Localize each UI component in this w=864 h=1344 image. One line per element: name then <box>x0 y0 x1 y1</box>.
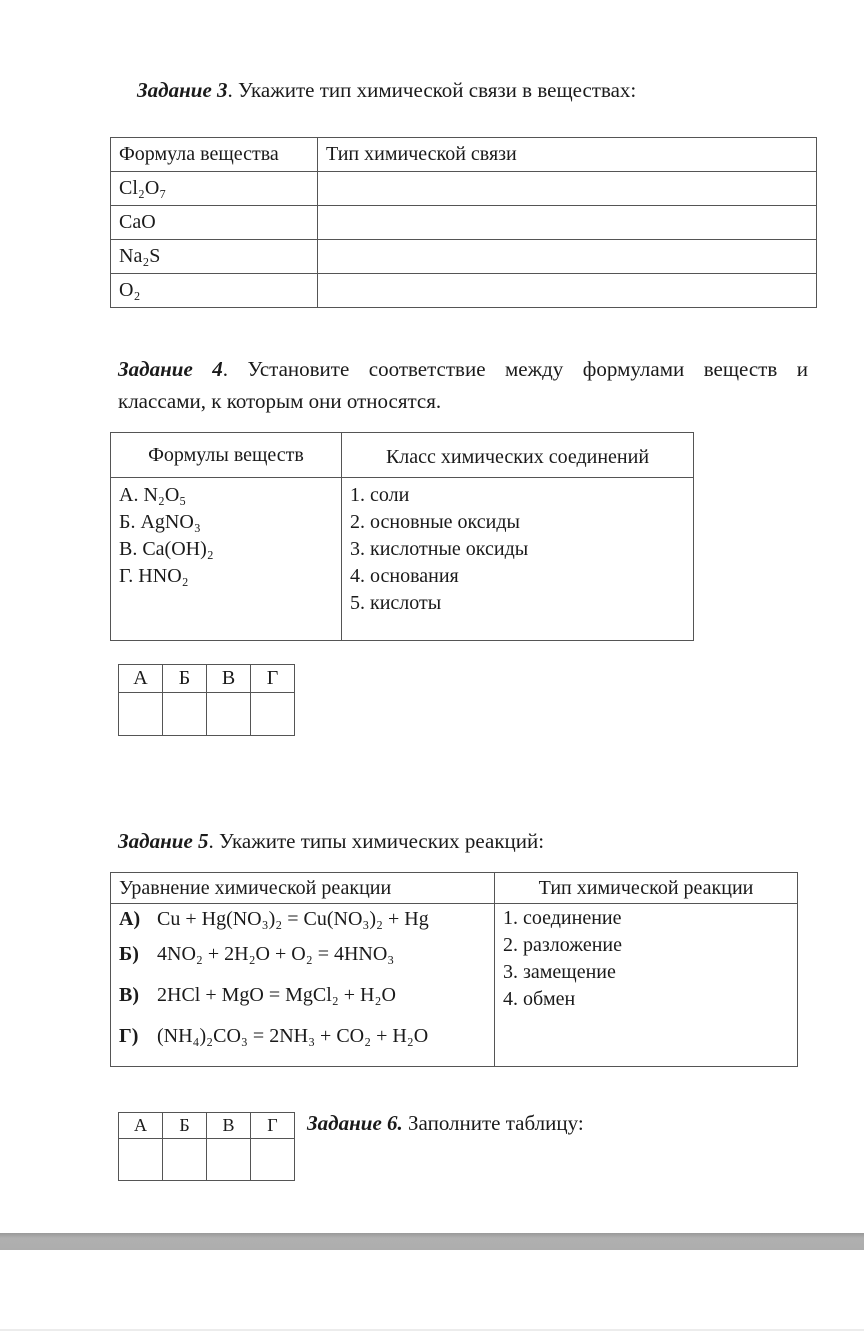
header-reaction-type: Тип химической реакции <box>495 873 798 904</box>
answer-cell[interactable] <box>251 693 295 736</box>
answer-header: Г <box>251 665 295 693</box>
classes-list: 1. соли 2. основные оксиды 3. кислотные оксиды 4. основания 5. кислоты <box>342 478 694 641</box>
answer-header: В <box>207 665 251 693</box>
task6-title: Задание 6. Заполните таблицу: <box>307 1111 584 1135</box>
answer-header: Б <box>163 665 207 693</box>
task3-table <box>110 137 817 308</box>
types-list: 1. соединение 2. разложение 3. замещение 4. обмен <box>495 904 798 1067</box>
answer-header: Г <box>251 1113 295 1139</box>
task5-table <box>110 872 798 1067</box>
formula-cell: Na₂S <box>111 240 318 274</box>
header-equation: Уравнение химической реакции <box>111 873 495 904</box>
formulas-list: А. N₂O₅ Б. AgNO₃ В. Ca(OH)₂ Г. HNO₂ <box>111 478 342 641</box>
page-edge <box>0 1329 864 1331</box>
task3-title: Задание 3. Укажите тип химической связи в веществах: <box>137 78 637 102</box>
answer-cell[interactable] <box>119 693 163 736</box>
answer-cell[interactable] <box>207 693 251 736</box>
answer-header: Б <box>163 1113 207 1139</box>
answer-cell[interactable] <box>318 240 817 274</box>
formula-cell: CaO <box>111 206 318 240</box>
answer-header: А <box>119 665 163 693</box>
answer-cell[interactable] <box>318 274 817 308</box>
equations-list: А) Cu + Hg(NO₃)₂ = Cu(NO₃)₂ + Hg Б) 4NO₂ + 2H₂O + O₂ = 4HNO₃ В) 2HCl + MgO = MgCl₂ + H₂O Г) (NH₄)₂CO₃ = 2NH₃ + CO₂ + H₂O <box>111 904 495 1067</box>
answer-cell[interactable] <box>207 1139 251 1181</box>
answer-cell[interactable] <box>119 1139 163 1181</box>
answer-cell[interactable] <box>251 1139 295 1181</box>
task5-title: Задание 5. Укажите типы химических реакций: <box>118 829 545 853</box>
task4-table <box>110 432 694 641</box>
page-separator <box>0 1233 864 1250</box>
header-formulas: Формулы веществ <box>111 433 342 478</box>
header-formula: Формула вещества <box>111 138 318 172</box>
task4-title: Задание 4. Установите соответствие между формулами веществ и <box>118 357 808 381</box>
task4-title-cont: классами, к которым они относятся. <box>118 389 442 413</box>
answer-header: В <box>207 1113 251 1139</box>
answer-cell[interactable] <box>318 206 817 240</box>
task5-answer-grid <box>118 1112 295 1181</box>
answer-header: А <box>119 1113 163 1139</box>
answer-cell[interactable] <box>163 693 207 736</box>
header-bond-type: Тип химической связи <box>318 138 817 172</box>
task4-answer-grid <box>118 664 295 736</box>
formula-cell: Cl₂O₇ <box>111 172 318 206</box>
answer-cell[interactable] <box>163 1139 207 1181</box>
header-classes: Класс химических соединений <box>342 433 694 478</box>
answer-cell[interactable] <box>318 172 817 206</box>
formula-cell: O₂ <box>111 274 318 308</box>
